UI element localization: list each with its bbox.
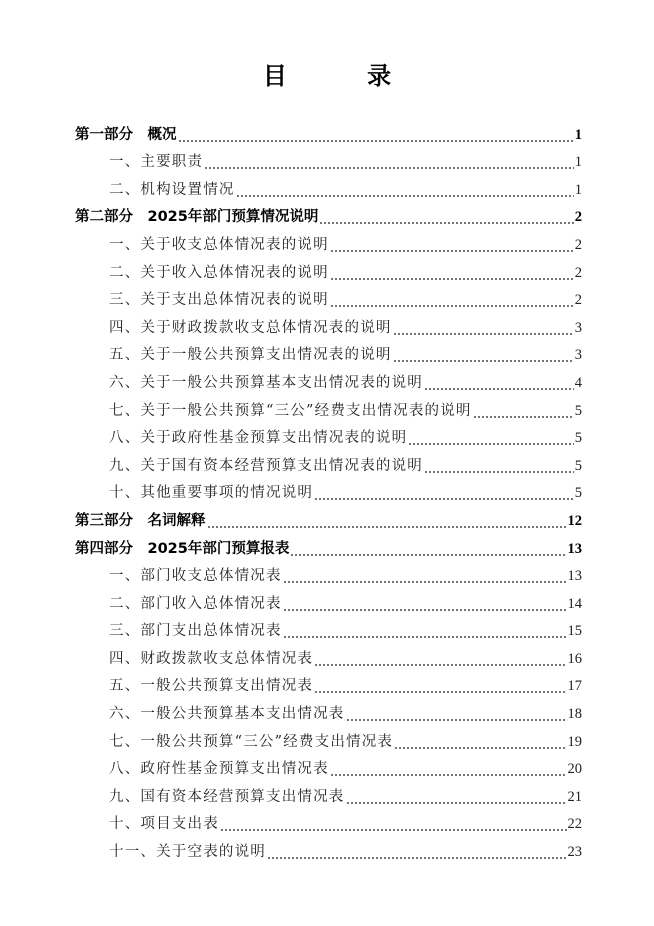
toc-subsection-entry[interactable] <box>75 254 582 282</box>
dot-leader <box>424 375 574 392</box>
toc-entry-label: 八、政府性基金预算支出情况表 <box>109 761 329 778</box>
toc-subsection-entry[interactable] <box>75 475 582 503</box>
toc-entry-label: 十、其他重要事项的情况说明 <box>109 485 314 502</box>
toc-entry-label: 四、财政拨款收支总体情况表 <box>109 650 314 667</box>
toc-subsection-entry[interactable] <box>75 668 582 696</box>
dot-leader <box>178 127 574 144</box>
toc-entry-label: 九、国有资本经营预算支出情况表 <box>109 788 345 805</box>
toc-entry-page-number: 5 <box>574 402 582 419</box>
toc-subsection-entry[interactable] <box>75 392 582 420</box>
dot-leader <box>283 623 567 640</box>
toc-subsection-entry[interactable] <box>75 778 582 806</box>
toc-entry-page-number: 13 <box>567 540 582 557</box>
toc-entry-label: 一、部门收支总体情况表 <box>109 568 282 585</box>
dot-leader <box>408 430 573 447</box>
toc-entry-label: 八、关于政府性基金预算支出情况表的说明 <box>109 430 408 447</box>
toc-entry-label: 七、关于一般公共预算“三公”经费支出情况表的说明 <box>109 402 472 419</box>
toc-entry-page-number: 17 <box>567 678 582 695</box>
toc-entry-label: 二、部门收入总体情况表 <box>109 595 282 612</box>
dot-leader <box>314 651 566 668</box>
toc-entry-page-number: 22 <box>567 816 582 833</box>
toc-section-entry[interactable] <box>75 116 582 144</box>
toc-subsection-entry[interactable] <box>75 364 582 392</box>
toc-entry-page-number: 12 <box>567 512 582 529</box>
dot-leader <box>346 789 567 806</box>
toc-entry-page-number: 21 <box>567 788 582 805</box>
dot-leader <box>283 568 567 585</box>
toc-subsection-entry[interactable] <box>75 751 582 779</box>
toc-subsection-entry[interactable] <box>75 613 582 641</box>
toc-entry-page-number: 2 <box>574 264 582 281</box>
toc-entry-page-number: 2 <box>574 236 582 253</box>
toc-entry-label: 五、一般公共预算支出情况表 <box>109 678 314 695</box>
toc-entry-page-number: 16 <box>567 650 582 667</box>
toc-entry-page-number: 3 <box>574 319 582 336</box>
dot-leader <box>330 265 574 282</box>
toc-subsection-entry[interactable] <box>75 282 582 310</box>
toc-subsection-entry[interactable] <box>75 833 582 861</box>
toc-subsection-entry[interactable] <box>75 144 582 172</box>
toc-entry-label: 六、一般公共预算基本支出情况表 <box>109 706 345 723</box>
dot-leader <box>236 182 574 199</box>
toc-entry-page-number: 15 <box>567 623 582 640</box>
toc-entry-page-number: 2 <box>574 292 582 309</box>
toc-entry-label: 第四部分 2025年部门预算报表 <box>75 540 290 557</box>
toc-entry-label: 三、部门支出总体情况表 <box>109 623 282 640</box>
toc-subsection-entry[interactable] <box>75 309 582 337</box>
toc-entry-label: 十、项目支出表 <box>109 816 219 833</box>
toc-entry-label: 一、关于收支总体情况表的说明 <box>109 236 329 253</box>
table-of-contents <box>75 116 582 861</box>
dot-leader <box>330 761 567 778</box>
dot-leader <box>207 513 567 530</box>
toc-entry-label: 第二部分 2025年部门预算情况说明 <box>75 209 319 226</box>
dot-leader <box>314 485 574 502</box>
toc-entry-page-number: 1 <box>574 181 582 198</box>
toc-subsection-entry[interactable] <box>75 558 582 586</box>
toc-entry-label: 第三部分 名词解释 <box>75 512 206 529</box>
dot-leader <box>394 734 566 751</box>
dot-leader <box>290 541 566 558</box>
toc-title: 目 录 <box>262 62 428 90</box>
toc-entry-page-number: 13 <box>567 568 582 585</box>
toc-subsection-entry[interactable] <box>75 447 582 475</box>
toc-section-entry[interactable] <box>75 502 582 530</box>
toc-entry-page-number: 5 <box>574 430 582 447</box>
toc-entry-label: 四、关于财政拨款收支总体情况表的说明 <box>109 319 392 336</box>
toc-entry-label: 三、关于支出总体情况表的说明 <box>109 292 329 309</box>
toc-entry-page-number: 20 <box>567 761 582 778</box>
toc-entry-label: 九、关于国有资本经营预算支出情况表的说明 <box>109 457 423 474</box>
toc-subsection-entry[interactable] <box>75 723 582 751</box>
toc-subsection-entry[interactable] <box>75 806 582 834</box>
toc-entry-label: 十一、关于空表的说明 <box>109 844 266 861</box>
toc-section-entry[interactable] <box>75 530 582 558</box>
dot-leader <box>393 347 574 364</box>
dot-leader <box>204 154 574 171</box>
dot-leader <box>424 458 574 475</box>
dot-leader <box>346 706 567 723</box>
dot-leader <box>314 678 566 695</box>
dot-leader <box>473 403 574 420</box>
dot-leader <box>283 596 567 613</box>
toc-entry-label: 六、关于一般公共预算基本支出情况表的说明 <box>109 374 423 391</box>
toc-entry-page-number: 19 <box>567 733 582 750</box>
toc-entry-label: 第一部分 概况 <box>75 126 177 143</box>
toc-subsection-entry[interactable] <box>75 420 582 448</box>
toc-subsection-entry[interactable] <box>75 337 582 365</box>
toc-subsection-entry[interactable] <box>75 171 582 199</box>
dot-leader <box>220 816 567 833</box>
toc-subsection-entry[interactable] <box>75 226 582 254</box>
toc-entry-page-number: 1 <box>574 154 582 171</box>
toc-entry-page-number: 5 <box>574 457 582 474</box>
toc-entry-page-number: 23 <box>567 844 582 861</box>
dot-leader <box>393 320 574 337</box>
toc-section-entry[interactable] <box>75 199 582 227</box>
toc-subsection-entry[interactable] <box>75 695 582 723</box>
toc-entry-page-number: 5 <box>574 485 582 502</box>
toc-entry-page-number: 3 <box>574 347 582 364</box>
toc-entry-label: 二、机构设置情况 <box>109 181 235 198</box>
dot-leader <box>330 292 574 309</box>
dot-leader <box>319 209 573 226</box>
toc-entry-page-number: 4 <box>574 374 582 391</box>
toc-entry-page-number: 18 <box>567 706 582 723</box>
toc-entry-label: 五、关于一般公共预算支出情况表的说明 <box>109 347 392 364</box>
dot-leader <box>267 844 567 861</box>
toc-entry-label: 二、关于收入总体情况表的说明 <box>109 264 329 281</box>
dot-leader <box>330 237 574 254</box>
toc-subsection-entry[interactable] <box>75 585 582 613</box>
toc-entry-page-number: 2 <box>574 209 582 226</box>
toc-subsection-entry[interactable] <box>75 640 582 668</box>
toc-entry-page-number: 1 <box>574 126 582 143</box>
toc-entry-label: 七、一般公共预算“三公”经费支出情况表 <box>109 733 394 750</box>
toc-entry-page-number: 14 <box>567 595 582 612</box>
toc-entry-label: 一、主要职责 <box>109 154 204 171</box>
